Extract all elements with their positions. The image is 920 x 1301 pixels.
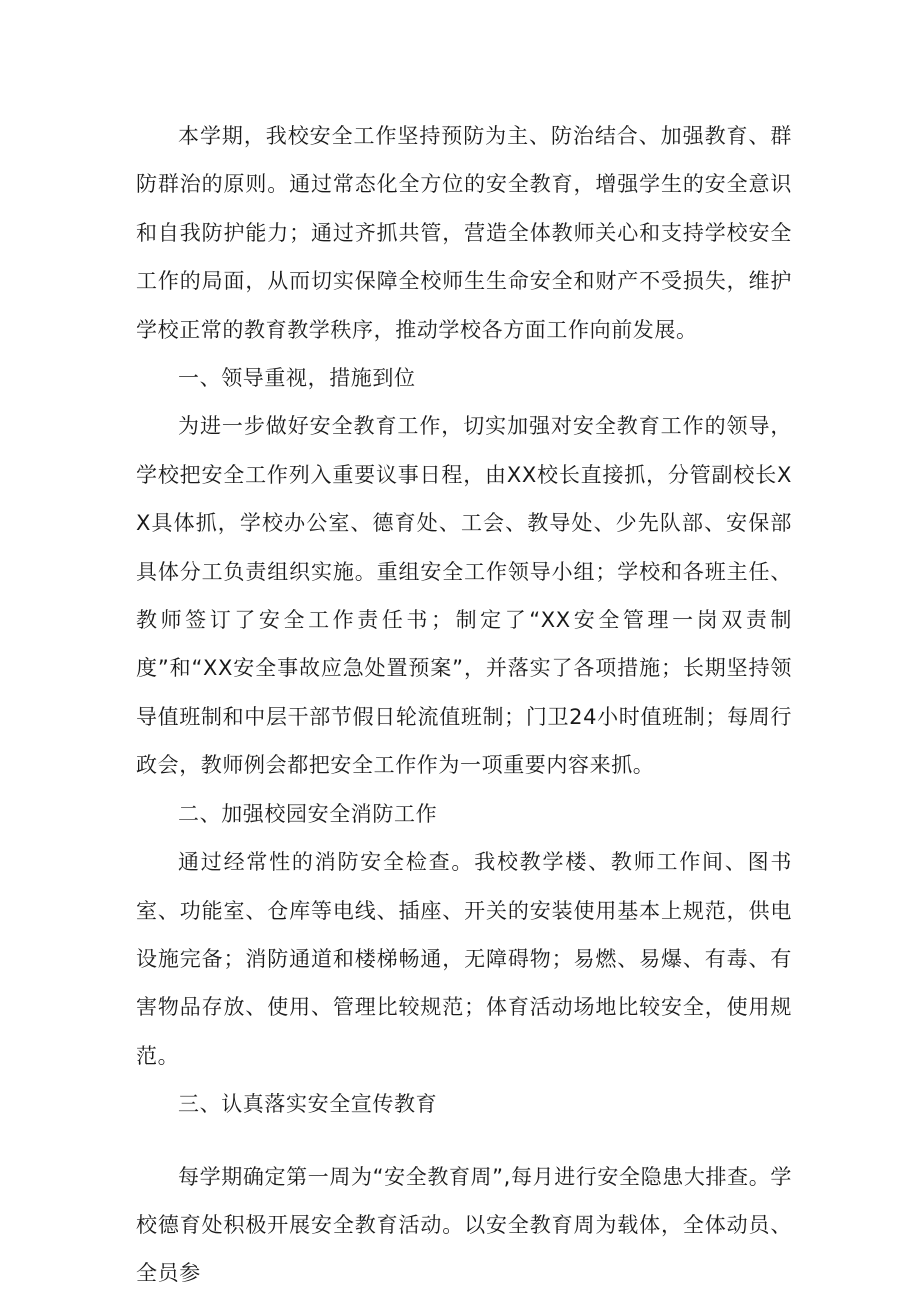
section-3-paragraph: 每学期确定第一周为“安全教育周”,每月进行安全隐患大排查。学校德育处积极开展安全教育活动。以安全教育周为载体，全体动员、全员参 [136,1164,792,1286]
document-body [136,112,792,1298]
intro-paragraph: 本学期，我校安全工作坚持预防为主、防治结合、加强教育、群防群治的原则。通过常态化全方位的安全教育，增强学生的安全意识和自我防护能力；通过齐抓共管，营造全体教师关心和支持学校安全工作的局面，从而切实保障全校师生生命安全和财产不受损失，维护学校正常的教育教学秩序，推动学校各方面工作向前发展。 [136,124,792,342]
section-2-paragraph: 通过经常性的消防安全检查。我校教学楼、教师工作间、图书室、功能室、仓库等电线、插座、开关的安装使用基本上规范，供电设施完备；消防通道和楼梯畅通，无障碍物；易燃、易爆、有毒、有害物品存放、使用、管理比较规范；体育活动场地比较安全，使用规范。 [136,850,792,1068]
section-1-paragraph: 为进一步做好安全教育工作，切实加强对安全教育工作的领导，学校把安全工作列入重要议事日程，由XX校长直接抓，分管副校长XX具体抓，学校办公室、德育处、工会、教导处、少先队部、安保部具体分工负责组织实施。重组安全工作领导小组；学校和各班主任、教师签订了安全工作责任书；制定了“XX安全管理一岗双责制度”和“XX安全事故应急处置预案”，并落实了各项措施；长期坚持领导值班制和中层干部节假日轮流值班制；门卫24小时值班制；每周行政会，教师例会都把安全工作作为一项重要内容来抓。 [136,414,792,778]
section-heading-1: 一、领导重视，措施到位 [178,366,416,391]
section-heading-2: 二、加强校园安全消防工作 [178,801,438,826]
section-heading-3: 三、认真落实安全宣传教育 [178,1092,438,1117]
